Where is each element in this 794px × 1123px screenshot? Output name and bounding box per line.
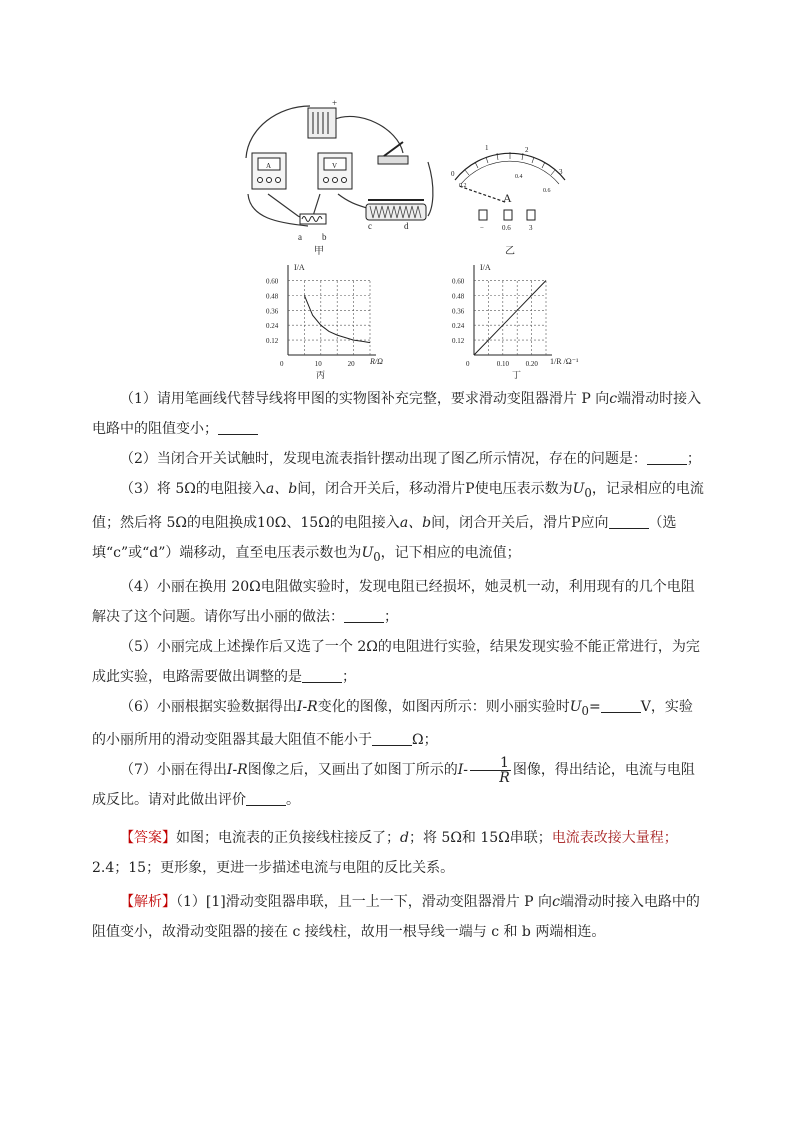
figure-jia-caption: 甲 bbox=[314, 246, 324, 257]
figure-jia bbox=[238, 98, 438, 258]
bing-y-tick: 0.36 bbox=[266, 307, 279, 316]
yi-ammeter-letter: A bbox=[503, 191, 512, 205]
terminal-c-label: c bbox=[368, 221, 372, 231]
answer-blank-4[interactable] bbox=[344, 608, 384, 623]
yi-terminal-0.6: 0.6 bbox=[502, 224, 511, 232]
bing-x-tick: 0 bbox=[280, 360, 284, 368]
bing-y-tick: 0.24 bbox=[266, 322, 279, 331]
question-4: （4）小丽在换用 20Ω电阻做实验时，发现电阻已经损坏，她灵机一动，利用现有的几个电阻解决了这个问题。请你写出小丽的做法： ； bbox=[92, 578, 695, 625]
ding-x-tick: 0.20 bbox=[525, 360, 538, 368]
answer-blank-5[interactable] bbox=[302, 668, 342, 683]
question-5: （5）小丽完成上述操作后又选了一个 2Ω的电阻进行实验，结果发现实验不能正常进行，为完成此实验，电路需要做出调整的是 ； bbox=[92, 638, 700, 685]
question-7: （7）小丽在得出I-R图像之后，又画出了如图丁所示的I- $\frac{1}{R}$ 图像，得出结论，电流与电阻成反比。请对此做出评价 。 bbox=[92, 754, 695, 809]
ding-y-tick: 0.48 bbox=[452, 292, 465, 301]
answer-blank-7[interactable] bbox=[246, 791, 286, 806]
analysis-paragraph: 【解析】（1）[1]滑动变阻器串联，且一上一下，滑动变阻器滑片 P 向c端滑动时接入电路中的阻值变小，故滑动变阻器的接在 c 接线柱，故用一根导线一端与 c 和 b 两端相连。 bbox=[92, 894, 700, 941]
voltmeter-face-label: V bbox=[332, 162, 338, 170]
terminal-b-label: b bbox=[322, 232, 327, 242]
bing-xlabel: R/Ω bbox=[370, 357, 383, 366]
bing-y-tick: 0.60 bbox=[266, 277, 279, 286]
bing-x-tick: 20 bbox=[347, 360, 355, 368]
terminal-a-label: a bbox=[298, 232, 302, 242]
ding-y-tick: 0.60 bbox=[452, 277, 465, 286]
yi-tick-2: 2 bbox=[525, 146, 529, 154]
ammeter-face-label: A bbox=[266, 162, 272, 170]
answer-blank-6b[interactable] bbox=[372, 731, 412, 746]
answer-blank-3[interactable] bbox=[609, 514, 649, 529]
terminal-d-label: d bbox=[404, 221, 409, 231]
graph-bing bbox=[264, 258, 414, 380]
figure-yi bbox=[445, 140, 575, 260]
bing-ylabel: I/A bbox=[294, 263, 305, 272]
yi-tick-3: 3 bbox=[559, 168, 563, 176]
answer-tag: 【答案】 bbox=[120, 830, 176, 847]
question-1: （1）请用笔画线代替导线将甲图的实物图补充完整，要求滑动变阻器滑片 P 向c端滑动时接入电路中的阻值变小； bbox=[92, 391, 702, 437]
graph-ding bbox=[450, 258, 580, 380]
ding-x-tick: 0.10 bbox=[496, 360, 510, 368]
fraction-1-over-r: $\frac{1}{R}$ bbox=[470, 756, 511, 785]
figure-bing-caption: 丙 bbox=[316, 370, 326, 380]
question-2: （2）当闭合开关试触时，发现电流表指针摆动出现了图乙所示情况，存在的问题是： ； bbox=[120, 451, 701, 467]
question-6: （6）小丽根据实验数据得出I-R变化的图像，如图丙所示：则小丽实验时$U_0= V$，实验的小丽所用的滑动变阻器其最大阻值不能小于 Ω； bbox=[92, 698, 693, 749]
yi-terminal-3: 3 bbox=[529, 224, 533, 232]
ding-y-tick: 0.12 bbox=[452, 337, 465, 346]
answer-blank-1[interactable] bbox=[218, 420, 258, 435]
bing-y-tick: 0.12 bbox=[266, 337, 279, 346]
yi-tick-0: 0 bbox=[451, 170, 455, 178]
ding-data-line bbox=[474, 281, 546, 356]
ding-xlabel: 1/R /Ω⁻¹ bbox=[550, 357, 579, 366]
answer-paragraph: 【答案】如图；电流表的正负接线柱接反了；d；将 5Ω和 15Ω串联；电流表改接大量程；2.4；15；更形象，更进一步描述电流与电阻的反比关系。 bbox=[92, 830, 678, 877]
question-block bbox=[92, 384, 704, 947]
analysis-tag: 【解析】 bbox=[120, 894, 176, 911]
bing-y-tick: 0.48 bbox=[266, 292, 279, 301]
yi-tick-1: 1 bbox=[485, 144, 489, 152]
answer-blank-2[interactable] bbox=[647, 450, 687, 465]
svg-text:+: + bbox=[332, 98, 338, 108]
figure-ding-caption: 丁 bbox=[512, 370, 522, 380]
ding-x-tick: 0 bbox=[466, 360, 470, 368]
ding-ylabel: I/A bbox=[480, 263, 491, 272]
ding-y-tick: 0.24 bbox=[452, 322, 465, 331]
yi-tick-0.4: 0.4 bbox=[515, 174, 523, 180]
yi-terminal-neg: − bbox=[480, 224, 484, 232]
ding-y-tick: 0.36 bbox=[452, 307, 465, 316]
yi-tick-0.6: 0.6 bbox=[543, 188, 551, 194]
answer-blank-6a[interactable] bbox=[601, 698, 641, 713]
question-3: （3）将 5Ω的电阻接入a、b间，闭合开关后，移动滑片P使电压表示数为$U_0$，记录相应的电流值；然后将 5Ω的电阻换成10Ω、15Ω的电阻接入a、b间，闭合开关后，滑片P应向 （选填“c”或“d”）端移动，直至电压表示数也为$U_0$，记下相应的电流值； bbox=[92, 481, 704, 564]
yi-tick-0.2: 0.2 bbox=[459, 183, 467, 189]
bing-x-tick: 10 bbox=[314, 360, 322, 368]
figure-yi-caption: 乙 bbox=[505, 246, 515, 257]
